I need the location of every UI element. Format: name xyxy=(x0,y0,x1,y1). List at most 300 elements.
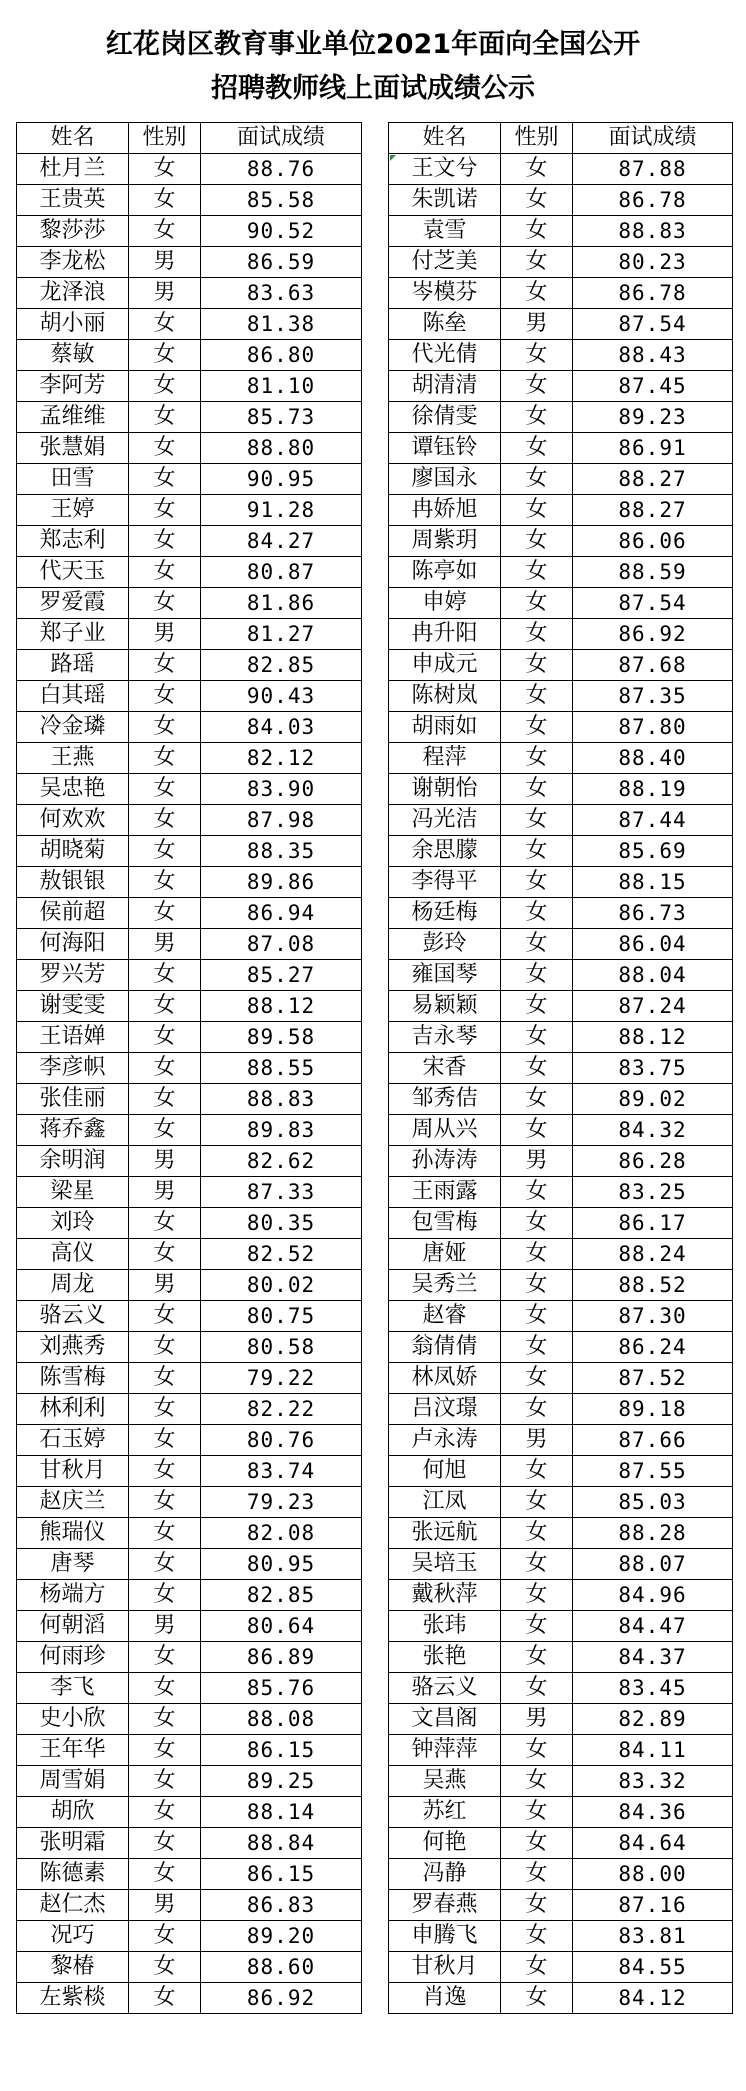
score-cell: 88.84 xyxy=(201,1828,362,1859)
gender-cell: 女 xyxy=(129,1115,201,1146)
gender-cell: 女 xyxy=(129,464,201,495)
gender-cell: 女 xyxy=(129,1766,201,1797)
score-cell: 88.60 xyxy=(201,1952,362,1983)
score-cell: 81.10 xyxy=(201,371,362,402)
score-cell: 80.95 xyxy=(201,1549,362,1580)
table-row xyxy=(389,1146,733,1177)
name-cell: 李得平 xyxy=(389,867,501,898)
gender-cell: 女 xyxy=(129,1952,201,1983)
gender-cell: 女 xyxy=(501,1332,573,1363)
name-cell: 王婷 xyxy=(17,495,129,526)
table-row xyxy=(17,1270,362,1301)
name-cell: 谢雯雯 xyxy=(17,991,129,1022)
gender-cell: 女 xyxy=(501,805,573,836)
score-cell: 90.95 xyxy=(201,464,362,495)
table-row xyxy=(389,340,733,371)
name-cell: 朱凯诺 xyxy=(389,185,501,216)
table-row xyxy=(389,1549,733,1580)
score-cell: 89.83 xyxy=(201,1115,362,1146)
score-cell: 87.54 xyxy=(573,309,733,340)
gender-cell: 女 xyxy=(501,743,573,774)
table-row xyxy=(17,619,362,650)
table-row xyxy=(389,1053,733,1084)
score-cell: 80.87 xyxy=(201,557,362,588)
table-row xyxy=(389,1704,733,1735)
gender-cell: 男 xyxy=(501,309,573,340)
table-row xyxy=(17,1735,362,1766)
gender-cell: 女 xyxy=(129,371,201,402)
score-cell: 89.25 xyxy=(201,1766,362,1797)
table-row xyxy=(389,1952,733,1983)
score-cell: 84.03 xyxy=(201,712,362,743)
name-cell: 谢朝怡 xyxy=(389,774,501,805)
score-cell: 82.12 xyxy=(201,743,362,774)
score-cell: 87.35 xyxy=(573,681,733,712)
name-cell: 李飞 xyxy=(17,1673,129,1704)
score-cell: 80.76 xyxy=(201,1425,362,1456)
score-cell: 88.15 xyxy=(573,867,733,898)
table-row xyxy=(17,588,362,619)
gender-cell: 女 xyxy=(501,774,573,805)
name-cell: 周从兴 xyxy=(389,1115,501,1146)
score-cell: 85.69 xyxy=(573,836,733,867)
gender-cell: 女 xyxy=(129,1735,201,1766)
name-cell: 余思朦 xyxy=(389,836,501,867)
score-cell: 89.02 xyxy=(573,1084,733,1115)
score-cell: 88.52 xyxy=(573,1270,733,1301)
gender-cell: 男 xyxy=(129,1146,201,1177)
score-cell: 89.23 xyxy=(573,402,733,433)
name-cell: 况巧 xyxy=(17,1921,129,1952)
gender-cell: 女 xyxy=(129,1053,201,1084)
score-cell: 82.85 xyxy=(201,650,362,681)
table-row xyxy=(17,1239,362,1270)
header-gender: 性别 xyxy=(501,123,573,154)
name-cell: 廖国永 xyxy=(389,464,501,495)
table-row xyxy=(389,1363,733,1394)
table-row xyxy=(17,154,362,185)
score-cell: 86.28 xyxy=(573,1146,733,1177)
name-cell: 彭玲 xyxy=(389,929,501,960)
score-cell: 82.85 xyxy=(201,1580,362,1611)
score-cell: 86.59 xyxy=(201,247,362,278)
gender-cell: 女 xyxy=(129,557,201,588)
score-cell: 82.22 xyxy=(201,1394,362,1425)
gender-cell: 女 xyxy=(501,588,573,619)
table-row xyxy=(17,774,362,805)
table-row xyxy=(17,836,362,867)
name-cell: 何旭 xyxy=(389,1456,501,1487)
gender-cell: 男 xyxy=(129,247,201,278)
table-row xyxy=(389,1859,733,1890)
name-cell: 何朝滔 xyxy=(17,1611,129,1642)
score-cell: 88.24 xyxy=(573,1239,733,1270)
name-cell: 杨廷梅 xyxy=(389,898,501,929)
name-cell: 罗兴芳 xyxy=(17,960,129,991)
score-cell: 83.45 xyxy=(573,1673,733,1704)
score-cell: 82.08 xyxy=(201,1518,362,1549)
name-cell: 戴秋萍 xyxy=(389,1580,501,1611)
score-cell: 85.03 xyxy=(573,1487,733,1518)
name-cell: 何艳 xyxy=(389,1828,501,1859)
name-cell: 周紫玥 xyxy=(389,526,501,557)
gender-cell: 女 xyxy=(501,402,573,433)
gender-cell: 女 xyxy=(501,929,573,960)
score-cell: 84.64 xyxy=(573,1828,733,1859)
score-cell: 88.80 xyxy=(201,433,362,464)
name-cell: 史小欣 xyxy=(17,1704,129,1735)
gender-cell: 女 xyxy=(501,1735,573,1766)
table-row xyxy=(389,526,733,557)
gender-cell: 女 xyxy=(129,1394,201,1425)
table-row xyxy=(17,1115,362,1146)
gender-cell: 女 xyxy=(501,1549,573,1580)
score-cell: 82.89 xyxy=(573,1704,733,1735)
score-cell: 87.52 xyxy=(573,1363,733,1394)
score-cell: 84.96 xyxy=(573,1580,733,1611)
table-row xyxy=(17,1332,362,1363)
table-row xyxy=(389,1611,733,1642)
score-cell: 87.68 xyxy=(573,650,733,681)
table-row xyxy=(389,1022,733,1053)
score-cell: 83.25 xyxy=(573,1177,733,1208)
score-cell: 89.18 xyxy=(573,1394,733,1425)
table-row xyxy=(389,247,733,278)
score-cell: 84.47 xyxy=(573,1611,733,1642)
score-cell: 87.30 xyxy=(573,1301,733,1332)
gender-cell: 女 xyxy=(501,619,573,650)
table-row xyxy=(389,1735,733,1766)
score-cell: 88.55 xyxy=(201,1053,362,1084)
name-cell: 郑子业 xyxy=(17,619,129,650)
gender-cell: 女 xyxy=(501,278,573,309)
name-cell: 刘燕秀 xyxy=(17,1332,129,1363)
score-cell: 88.19 xyxy=(573,774,733,805)
table-row xyxy=(389,805,733,836)
score-cell: 87.54 xyxy=(573,588,733,619)
table-row xyxy=(389,898,733,929)
table-row xyxy=(17,495,362,526)
name-cell: 冯光洁 xyxy=(389,805,501,836)
gender-cell: 女 xyxy=(129,1332,201,1363)
name-cell: 左紫棪 xyxy=(17,1983,129,2014)
name-cell: 吴培玉 xyxy=(389,1549,501,1580)
name-cell: 包雪梅 xyxy=(389,1208,501,1239)
table-row xyxy=(17,557,362,588)
name-cell: 代光倩 xyxy=(389,340,501,371)
table-row xyxy=(389,1766,733,1797)
table-row xyxy=(389,495,733,526)
score-cell: 88.27 xyxy=(573,464,733,495)
gender-cell: 女 xyxy=(129,216,201,247)
name-cell: 谭钰铃 xyxy=(389,433,501,464)
gender-cell: 女 xyxy=(129,1239,201,1270)
name-cell: 陈德素 xyxy=(17,1859,129,1890)
table-row xyxy=(17,526,362,557)
name-cell: 田雪 xyxy=(17,464,129,495)
score-cell: 87.55 xyxy=(573,1456,733,1487)
table-row xyxy=(17,898,362,929)
table-row xyxy=(389,1394,733,1425)
gender-cell: 女 xyxy=(129,1983,201,2014)
name-cell: 李彦帜 xyxy=(17,1053,129,1084)
name-cell: 卢永涛 xyxy=(389,1425,501,1456)
gender-cell: 女 xyxy=(501,1797,573,1828)
name-cell: 余明润 xyxy=(17,1146,129,1177)
name-cell: 江凤 xyxy=(389,1487,501,1518)
gender-cell: 女 xyxy=(501,1487,573,1518)
score-cell: 86.17 xyxy=(573,1208,733,1239)
gender-cell: 女 xyxy=(501,1270,573,1301)
gender-cell: 女 xyxy=(501,1239,573,1270)
gender-cell: 女 xyxy=(129,1084,201,1115)
gender-cell: 女 xyxy=(129,1425,201,1456)
name-cell: 吕汶璟 xyxy=(389,1394,501,1425)
table-row xyxy=(17,650,362,681)
table-row xyxy=(17,278,362,309)
name-cell: 王燕 xyxy=(17,743,129,774)
score-cell: 83.90 xyxy=(201,774,362,805)
name-cell: 胡清清 xyxy=(389,371,501,402)
table-row xyxy=(389,309,733,340)
gender-cell: 女 xyxy=(129,1549,201,1580)
table-row xyxy=(17,1177,362,1208)
name-cell: 熊瑞仪 xyxy=(17,1518,129,1549)
score-cell: 86.24 xyxy=(573,1332,733,1363)
gender-cell: 女 xyxy=(501,1921,573,1952)
gender-cell: 女 xyxy=(129,526,201,557)
gender-cell: 女 xyxy=(501,433,573,464)
score-cell: 88.08 xyxy=(201,1704,362,1735)
score-cell: 87.88 xyxy=(573,154,733,185)
table-row xyxy=(17,1580,362,1611)
gender-cell: 女 xyxy=(501,1642,573,1673)
name-cell: 申婷 xyxy=(389,588,501,619)
name-cell: 张佳丽 xyxy=(17,1084,129,1115)
score-cell: 81.27 xyxy=(201,619,362,650)
gender-cell: 女 xyxy=(129,712,201,743)
name-cell: 何欢欢 xyxy=(17,805,129,836)
name-cell: 钟萍萍 xyxy=(389,1735,501,1766)
name-cell: 胡雨如 xyxy=(389,712,501,743)
score-cell: 88.43 xyxy=(573,340,733,371)
table-row xyxy=(389,1332,733,1363)
score-cell: 84.12 xyxy=(573,1983,733,2014)
table-row xyxy=(389,1239,733,1270)
table-row xyxy=(389,1828,733,1859)
score-cell: 88.12 xyxy=(573,1022,733,1053)
score-cell: 83.32 xyxy=(573,1766,733,1797)
name-cell: 龙泽浪 xyxy=(17,278,129,309)
score-cell: 86.15 xyxy=(201,1735,362,1766)
table-row xyxy=(389,371,733,402)
name-cell: 敖银银 xyxy=(17,867,129,898)
score-cell: 88.12 xyxy=(201,991,362,1022)
name-cell: 赵睿 xyxy=(389,1301,501,1332)
table-row xyxy=(17,1673,362,1704)
table-row xyxy=(389,402,733,433)
name-cell: 侯前超 xyxy=(17,898,129,929)
name-cell: 蒋乔鑫 xyxy=(17,1115,129,1146)
gender-cell: 女 xyxy=(129,1673,201,1704)
gender-cell: 女 xyxy=(501,1673,573,1704)
gender-cell: 女 xyxy=(501,1518,573,1549)
score-cell: 86.04 xyxy=(573,929,733,960)
gender-cell: 男 xyxy=(129,619,201,650)
name-cell: 王雨露 xyxy=(389,1177,501,1208)
name-cell: 雍国琴 xyxy=(389,960,501,991)
table-row xyxy=(389,960,733,991)
score-cell: 80.35 xyxy=(201,1208,362,1239)
table-row xyxy=(17,1797,362,1828)
table-row xyxy=(17,1766,362,1797)
score-cell: 88.76 xyxy=(201,154,362,185)
score-cell: 82.52 xyxy=(201,1239,362,1270)
name-cell: 杨端方 xyxy=(17,1580,129,1611)
name-cell: 唐娅 xyxy=(389,1239,501,1270)
table-row xyxy=(17,1983,362,2014)
name-cell: 赵庆兰 xyxy=(17,1487,129,1518)
score-cell: 81.38 xyxy=(201,309,362,340)
gender-cell: 女 xyxy=(501,526,573,557)
score-cell: 83.63 xyxy=(201,278,362,309)
name-cell: 陈亭如 xyxy=(389,557,501,588)
name-cell: 张玮 xyxy=(389,1611,501,1642)
table-row xyxy=(389,1642,733,1673)
gender-cell: 女 xyxy=(501,154,573,185)
gender-cell: 女 xyxy=(129,1487,201,1518)
score-cell: 86.06 xyxy=(573,526,733,557)
score-cell: 86.78 xyxy=(573,185,733,216)
gender-cell: 女 xyxy=(501,867,573,898)
score-cell: 89.20 xyxy=(201,1921,362,1952)
name-cell: 甘秋月 xyxy=(17,1456,129,1487)
gender-cell: 女 xyxy=(129,743,201,774)
score-cell: 87.16 xyxy=(573,1890,733,1921)
name-cell: 何雨珍 xyxy=(17,1642,129,1673)
gender-cell: 女 xyxy=(501,1053,573,1084)
name-cell: 陈雪梅 xyxy=(17,1363,129,1394)
table-row xyxy=(17,1487,362,1518)
name-cell: 袁雪 xyxy=(389,216,501,247)
score-cell: 87.44 xyxy=(573,805,733,836)
score-cell: 86.92 xyxy=(573,619,733,650)
table-row xyxy=(389,1456,733,1487)
table-header-row xyxy=(17,123,362,154)
score-cell: 86.78 xyxy=(573,278,733,309)
score-cell: 80.23 xyxy=(573,247,733,278)
table-row xyxy=(389,867,733,898)
name-cell: 陈垒 xyxy=(389,309,501,340)
table-row xyxy=(17,1022,362,1053)
gender-cell: 男 xyxy=(501,1146,573,1177)
table-row xyxy=(17,1425,362,1456)
gender-cell: 女 xyxy=(129,898,201,929)
name-cell: 李阿芳 xyxy=(17,371,129,402)
score-cell: 86.80 xyxy=(201,340,362,371)
table-row xyxy=(389,1921,733,1952)
score-cell: 85.27 xyxy=(201,960,362,991)
gender-cell: 女 xyxy=(501,1580,573,1611)
table-row xyxy=(389,1301,733,1332)
table-row xyxy=(17,991,362,1022)
gender-cell: 女 xyxy=(129,495,201,526)
score-cell: 91.28 xyxy=(201,495,362,526)
score-cell: 88.14 xyxy=(201,1797,362,1828)
name-cell: 杜月兰 xyxy=(17,154,129,185)
table-row xyxy=(389,619,733,650)
score-cell: 84.11 xyxy=(573,1735,733,1766)
name-cell: 林凤娇 xyxy=(389,1363,501,1394)
gender-cell: 女 xyxy=(129,650,201,681)
gender-cell: 女 xyxy=(129,774,201,805)
header-gender: 性别 xyxy=(129,123,201,154)
gender-cell: 女 xyxy=(129,1580,201,1611)
score-cell: 88.35 xyxy=(201,836,362,867)
gender-cell: 男 xyxy=(129,929,201,960)
score-cell: 87.80 xyxy=(573,712,733,743)
score-table-left xyxy=(16,122,362,2014)
score-cell: 86.94 xyxy=(201,898,362,929)
name-cell: 肖逸 xyxy=(389,1983,501,2014)
score-cell: 88.27 xyxy=(573,495,733,526)
gender-cell: 女 xyxy=(501,898,573,929)
name-cell: 徐倩雯 xyxy=(389,402,501,433)
header-score: 面试成绩 xyxy=(201,123,362,154)
gender-cell: 女 xyxy=(129,805,201,836)
gender-cell: 女 xyxy=(129,1642,201,1673)
table-row xyxy=(17,1859,362,1890)
table-row xyxy=(17,185,362,216)
name-cell: 甘秋月 xyxy=(389,1952,501,1983)
name-cell: 易颖颖 xyxy=(389,991,501,1022)
score-cell: 85.76 xyxy=(201,1673,362,1704)
score-cell: 83.81 xyxy=(573,1921,733,1952)
score-cell: 80.75 xyxy=(201,1301,362,1332)
table-row xyxy=(17,743,362,774)
score-cell: 87.33 xyxy=(201,1177,362,1208)
name-cell: 冉升阳 xyxy=(389,619,501,650)
table-row xyxy=(17,1518,362,1549)
gender-cell: 男 xyxy=(501,1425,573,1456)
gender-cell: 女 xyxy=(129,991,201,1022)
gender-cell: 女 xyxy=(501,991,573,1022)
table-row xyxy=(17,1084,362,1115)
name-cell: 宋香 xyxy=(389,1053,501,1084)
gender-cell: 女 xyxy=(129,185,201,216)
name-cell: 周龙 xyxy=(17,1270,129,1301)
score-cell: 88.07 xyxy=(573,1549,733,1580)
gender-cell: 女 xyxy=(501,557,573,588)
name-cell: 胡小丽 xyxy=(17,309,129,340)
name-cell: 陈树岚 xyxy=(389,681,501,712)
page-subtitle: 招聘教师线上面试成绩公示 xyxy=(211,73,535,104)
score-cell: 80.02 xyxy=(201,1270,362,1301)
gender-cell: 女 xyxy=(129,340,201,371)
score-cell: 89.58 xyxy=(201,1022,362,1053)
gender-cell: 女 xyxy=(129,960,201,991)
table-row xyxy=(17,867,362,898)
gender-cell: 女 xyxy=(501,371,573,402)
gender-cell: 女 xyxy=(129,402,201,433)
gender-cell: 女 xyxy=(129,588,201,619)
table-row xyxy=(17,1952,362,1983)
name-cell: 张慧娟 xyxy=(17,433,129,464)
table-row xyxy=(17,712,362,743)
score-cell: 87.24 xyxy=(573,991,733,1022)
name-cell: 冉娇旭 xyxy=(389,495,501,526)
table-row xyxy=(17,371,362,402)
